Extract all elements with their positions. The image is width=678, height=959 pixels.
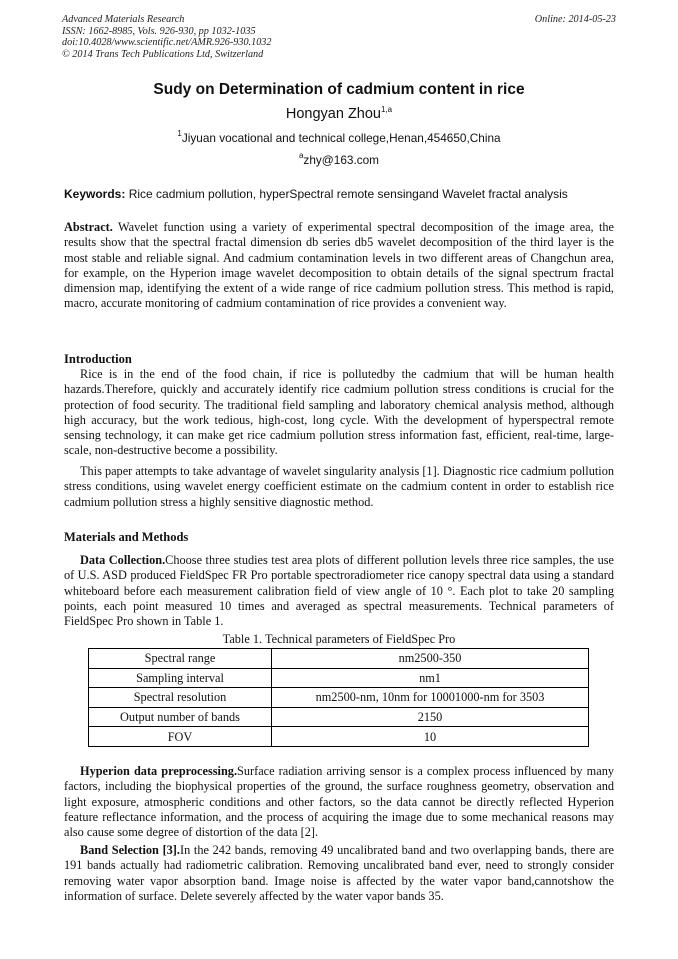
journal-name: Advanced Materials Research (62, 14, 185, 25)
band-selection-label: Band Selection [3]. (80, 843, 180, 857)
hyperion-label: Hyperion data preprocessing. (80, 764, 238, 778)
email-text: zhy@163.com (303, 153, 380, 167)
table-row (89, 649, 589, 669)
hyperion-paragraph (64, 764, 614, 840)
keywords (64, 187, 624, 201)
journal-header (62, 14, 618, 60)
introduction-paragraph-2: This paper attempts to take advantage of wavelet singularity analysis [1]. Diagnostic rice cadmium pollution stress conditions, using wavelet energy coefficient estimate on the cadmium content in order to establish rice cadmium pollution stress a highly sensitive diagnostic method. (64, 464, 614, 509)
author-superscript: 1,a (381, 105, 393, 114)
introduction-paragraph-1: Rice is in the end of the food chain, if rice is pollutedby the cadmium that will be human health hazards.Therefore, quickly and accurately identify rice cadmium pollution stress conditions is crucial for the protection of food security. The traditional field sampling and laboratory chemical analysis method, although high accuracy, but the work tedious, high-cost, long cycle. With the development of hyperspectral remote sensing technology, it can make get rice cadmium pollution stress information fast, efficient, real-time, large-scale, non-destructive become a possibility. (64, 367, 614, 458)
data-collection-label: Data Collection. (80, 553, 166, 567)
affiliation-superscript: 1 (177, 129, 182, 138)
introduction-heading: Introduction (64, 352, 132, 366)
paper-title: Sudy on Determination of cadmium content in rice (153, 81, 525, 98)
table-cell-value: 10 (272, 727, 589, 747)
author-name: Hongyan Zhou (285, 106, 381, 122)
table-cell-value: nm2500-350 (272, 649, 589, 669)
data-collection-paragraph (64, 553, 614, 629)
table-caption: Table 1. Technical parameters of FieldSpec Pro (222, 632, 456, 646)
keywords-label: Keywords: (64, 187, 126, 201)
abstract (64, 220, 614, 312)
table-cell-parameter: FOV (89, 727, 272, 747)
table-row (89, 727, 589, 747)
parameters-table (88, 648, 589, 747)
table-row (89, 688, 589, 708)
table-cell-value: nm2500-nm, 10nm for 10001000-nm for 3503 (272, 688, 589, 708)
author-email (0, 153, 678, 167)
abstract-text: Wavelet function using a variety of experimental spectral decomposition of the image area, the results show that the spectral fractal dimension db series db5 wavelet decomposition of the third layer is the most stable and reliable signal. And cadmium contamination levels in two different areas of Changchun area, for example, on the Hyperion image wavelet decomposition to obtain details of the signal spectrum fractal dimension map, identifying the extent of a wide range of rice cadmium pollution stress. This method is rapid, macro, accurate monitoring of cadmium contamination of rice provides a convenient way. (64, 220, 614, 311)
table-row (89, 707, 589, 727)
hyperion-text: Surface radiation arriving sensor is a complex process influenced by many factors, including the biophysical properties of the ground, the surface roughness geometry, observation and light exposure, atmospheric conditions and other factors, so the data cannot be directly reflected Hyperion feature reflectance information, and the process of acquiring the image due to some mechanical reasons may also cause some degree of distortion of the data [2]. (64, 764, 614, 840)
abstract-label: Abstract. (64, 220, 113, 234)
table-cell-value: 2150 (272, 707, 589, 727)
issn-line: ISSN: 1662-8985, Vols. 926-930, pp 1032-1035 (62, 25, 256, 37)
doi-line: doi:10.4028/www.scientific.net/AMR.926-930.1032 (62, 37, 272, 49)
table-cell-value: nm1 (272, 668, 589, 688)
table-cell-parameter: Spectral resolution (89, 688, 272, 708)
data-collection-text: Choose three studies test area plots of different pollution levels three rice samples, the use of U.S. ASD produced FieldSpec FR Pro portable spectroradiometer rice canopy spectral data using a standard whiteboard before each measurement calibration field of view angle of 10 °. Each plot to take 20 sampling points, each point measured 10 times and averaged as spectral measurements. Technical parameters of FieldSpec Pro shown in Table 1. (64, 553, 614, 629)
band-selection-text: In the 242 bands, removing 49 uncalibrated band and two overlapping bands, there are 191 bands actually had radiometric calibration. Removing uncalibrated band ever, need to strongly consider removing water vapor absorption band. Image noise is affected by the water vapor band,cannotshow the information of surface. Delete severely affected by the water vapor bands 35. (64, 843, 614, 903)
table-cell-parameter: Output number of bands (89, 707, 272, 727)
online-date: Online: 2014-05-23 (534, 14, 616, 25)
author-line (0, 106, 678, 122)
email-superscript: a (298, 151, 304, 160)
methods-heading: Materials and Methods (64, 530, 189, 544)
affiliation (0, 131, 678, 145)
band-selection-paragraph (64, 843, 614, 904)
copyright-line: © 2014 Trans Tech Publications Ltd, Switzerland (62, 48, 264, 60)
table-cell-parameter: Sampling interval (89, 668, 272, 688)
keywords-text: Rice cadmium pollution, hyperSpectral remote sensingand Wavelet fractal analysis (125, 187, 568, 201)
table-cell-parameter: Spectral range (89, 649, 272, 669)
affiliation-text: Jiyuan vocational and technical college,Henan,454650,China (181, 131, 501, 145)
table-row (89, 668, 589, 688)
